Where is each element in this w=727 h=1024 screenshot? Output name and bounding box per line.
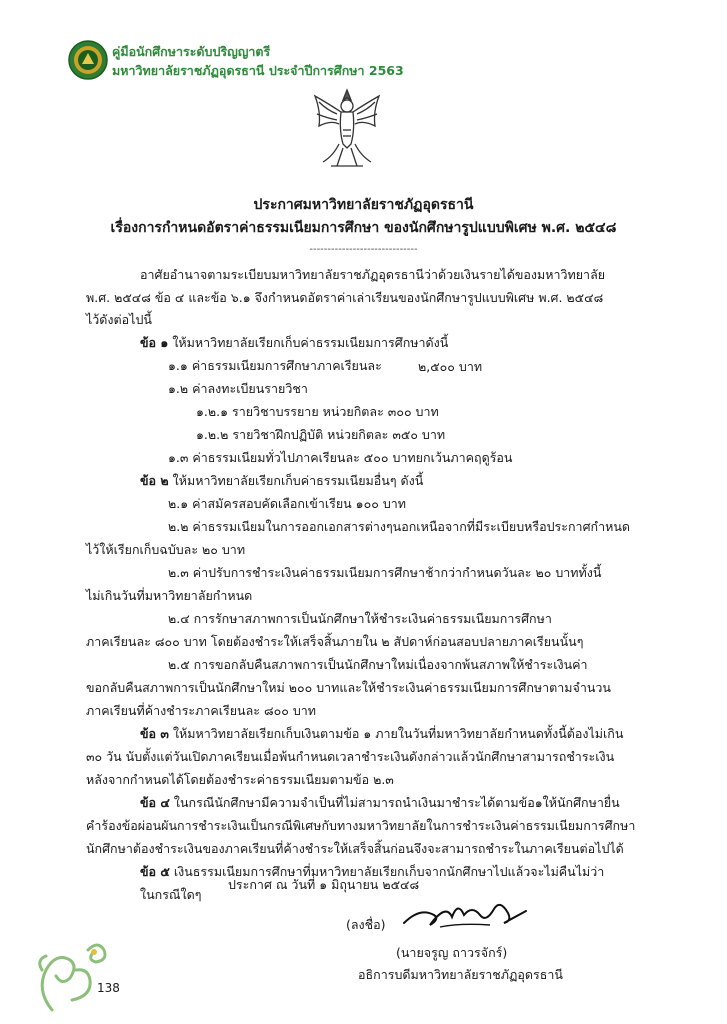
clause-2-2-line-2: ไว้ให้เรียกเก็บฉบับละ ๒๐ บาท — [86, 542, 246, 557]
clause-2-3-line-1: ๒.๓ ค่าปรับการชำระเงินค่าธรรมเนียมการศึกษาช้ากว่ากำหนดวันละ ๒๐ บาททั้งนี้ — [168, 565, 602, 580]
clause-5-text-1: เงินธรรมเนียมการศึกษาที่มหาวิทยาลัยเรียกเก็บจากนักศึกษาไปแล้วจะไม่คืนไม่ว่า — [173, 864, 605, 879]
decorative-flower-icon — [32, 930, 112, 1015]
clause-2-5-line-1: ๒.๕ การขอกลับคืนสภาพการเป็นนักศึกษาใหม่เนื่องจากพ้นสภาพให้ชำระเงินค่า — [168, 657, 588, 672]
title-separator: ------------------------------ — [309, 244, 418, 255]
header-line-1: คู่มือนักศึกษาระดับปริญญาตรี — [112, 44, 271, 59]
clause-1-2-2: ๑.๒.๒ รายวิชาฝึกปฏิบัติ หน่วยกิตละ ๓๕๐ บาท — [196, 427, 446, 442]
sign-label: (ลงชื่อ) — [346, 917, 386, 932]
header-line-2: มหาวิทยาลัยราชภัฏอุดรธานี ประจำปีการศึกษา 2563 — [112, 63, 404, 78]
clause-2-4-line-2: ภาคเรียนละ ๘๐๐ บาท โดยต้องชำระให้เสร็จสิ้นภายใน ๒ สัปดาห์ก่อนสอบปลายภาคเรียนนั้นๆ — [86, 634, 584, 649]
signer-name: (นายจรูญ ถาวรจักร์) — [396, 945, 508, 960]
clause-4-line-3: นักศึกษาต้องชำระเงินของภาคเรียนที่ค้างชำระให้เสร็จสิ้นก่อนจึงจะสามารถชำระในภาคเรียนต่อไปได้ — [86, 841, 624, 856]
clause-3-line-2: ๓๐ วัน นับตั้งแต่วันเปิดภาคเรียนเมื่อพ้นกำหนดเวลาชำระเงินดังกล่าวแล้วนักศึกษาสามารถชำระเงิน — [86, 749, 615, 764]
garuda-emblem-icon — [309, 86, 385, 170]
clause-3-line-3: หลังจากกำหนดได้โดยต้องชำระค่าธรรมเนียมตามข้อ ๒.๓ — [86, 772, 394, 787]
clause-4-label: ข้อ ๔ — [140, 795, 170, 810]
preamble-line-3: ไว้ดังต่อไปนี้ — [86, 312, 152, 327]
clause-4-text-1: ในกรณีนักศึกษามีความจำเป็นที่ไม่สามารถนำเงินมาชำระได้ตามข้อ๑ให้นักศึกษายื่น — [173, 795, 620, 810]
clause-5-line-2: ในกรณีใดๆ — [140, 887, 202, 902]
clause-4-line-1 — [140, 794, 620, 812]
handbook-header — [112, 42, 404, 80]
clause-2-2-line-1: ๒.๒ ค่าธรรมเนียมในการออกเอกสารต่างๆนอกเหนือจากที่มีระเบียบหรือประกาศกำหนด — [168, 519, 630, 534]
clause-2-5-line-3: ภาคเรียนที่ค้างชำระภาคเรียนละ ๘๐๐ บาท — [86, 703, 317, 718]
preamble-line-1: อาศัยอำนาจตามระเบียบมหาวิทยาลัยราชภัฏอุดรธานีว่าด้วยเงินรายได้ของมหาวิทยาลัย — [140, 267, 606, 282]
signer-position: อธิการบดีมหาวิทยาลัยราชภัฏอุดรธานี — [358, 967, 563, 982]
clause-1-3: ๑.๓ ค่าธรรมเนียมทั่วไปภาคเรียนละ ๕๐๐ บาทยกเว้นภาคฤดูร้อน — [168, 450, 513, 465]
clause-2-1: ๒.๑ ค่าสมัครสอบคัดเลือกเข้าเรียน ๑๐๐ บาท — [168, 496, 407, 511]
clause-1-1: ๑.๑ ค่าธรรมเนียมการศึกษาภาคเรียนละ — [168, 358, 382, 373]
clause-2-4-line-1: ๒.๔ การรักษาสภาพการเป็นนักศึกษาให้ชำระเงินค่าธรรมเนียมการศึกษา — [168, 611, 552, 626]
page-number: 138 — [97, 981, 120, 995]
clause-2-3-line-2: ไม่เกินวันที่มหาวิทยาลัยกำหนด — [86, 588, 253, 603]
clause-3-text-1: ให้มหาวิทยาลัยเรียกเก็บเงินตามข้อ ๑ ภายในวันที่มหาวิทยาลัยกำหนดทั้งนี้ต้องไม่เกิน — [172, 726, 624, 741]
clause-5-label: ข้อ ๕ — [140, 864, 170, 879]
clause-4-line-2: คำร้องข้อผ่อนผันการชำระเงินเป็นกรณีพิเศษกับทางมหาวิทยาลัยในการชำระเงินค่าธรรมเนียมการศึกษา — [86, 818, 636, 833]
clause-1-1-amount: ๒,๕๐๐ บาท — [418, 359, 483, 374]
clause-3-label: ข้อ ๓ — [140, 726, 169, 741]
handwritten-signature-icon — [400, 893, 530, 937]
announcement-subject: เรื่องการกำหนดอัตราค่าธรรมเนียมการศึกษา ของนักศึกษารูปแบบพิเศษ พ.ศ. ๒๕๔๘ — [110, 220, 617, 236]
preamble-line-2: พ.ศ. ๒๕๔๘ ข้อ ๔ และข้อ ๖.๑ จึงกำหนดอัตราค่าเล่าเรียนของนักศึกษารูปแบบพิเศษ พ.ศ. ๒๕๔๘ — [86, 290, 604, 305]
clause-2-5-line-2: ขอกลับคืนสภาพการเป็นนักศึกษาใหม่ ๒๐๐ บาทและให้ชำระเงินค่าธรรมเนียมการศึกษาตามจำนวน — [86, 680, 611, 695]
clause-1-2: ๑.๒ ค่าลงทะเบียนรายวิชา — [168, 381, 308, 396]
clause-2-label: ข้อ ๒ — [140, 473, 169, 488]
announcement-title: ประกาศมหาวิทยาลัยราชภัฏอุดรธานี — [253, 197, 474, 213]
clause-2-text: ให้มหาวิทยาลัยเรียกเก็บค่าธรรมเนียมอื่นๆ ดังนี้ — [172, 473, 424, 488]
clause-1-label: ข้อ ๑ — [140, 335, 169, 350]
clause-2 — [140, 472, 423, 490]
clause-1 — [140, 334, 448, 352]
announcement-date: ประกาศ ณ วันที่ ๑ มิถุนายน ๒๕๔๘ — [228, 877, 420, 892]
clause-3-line-1 — [140, 725, 623, 743]
clause-1-2-1: ๑.๒.๑ รายวิชาบรรยาย หน่วยกิตละ ๓๐๐ บาท — [196, 404, 439, 419]
university-logo-icon — [68, 40, 108, 80]
clause-1-text: ให้มหาวิทยาลัยเรียกเก็บค่าธรรมเนียมการศึกษาดังนี้ — [172, 335, 449, 350]
